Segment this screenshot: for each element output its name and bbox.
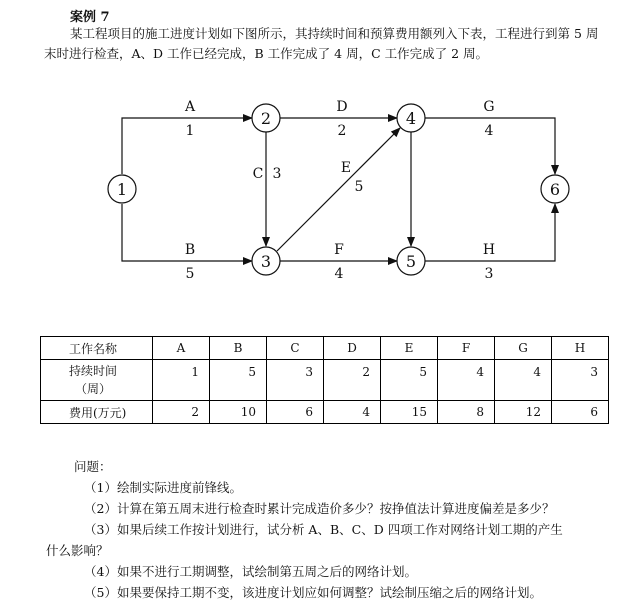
activity-label-b: B — [184, 242, 196, 258]
duration-cell: 4 — [495, 360, 552, 401]
row-label-duration — [41, 360, 153, 401]
question-3: （3）如果后续工作按计划进行，试分析 A、B、C、D 四项工作对网络计划工期的产生 — [84, 522, 563, 537]
activity-label-h: H — [482, 242, 496, 258]
table-header-row — [41, 337, 609, 360]
duration-unit: （周） — [75, 382, 112, 396]
case-title: 案例 7 — [70, 10, 110, 25]
node-1 — [108, 175, 136, 203]
activity-duration-g: 4 — [484, 123, 494, 139]
cost-cell: 8 — [438, 401, 495, 424]
node-5 — [397, 247, 425, 275]
questions-section — [46, 456, 606, 603]
svg-text:5: 5 — [405, 252, 417, 271]
duration-cell: 2 — [324, 360, 381, 401]
activity-duration-h: 3 — [484, 266, 494, 282]
duration-label: 持续时间 — [69, 364, 118, 378]
header-cell: D — [324, 337, 381, 360]
header-cell: F — [438, 337, 495, 360]
header-cell: B — [210, 337, 267, 360]
question-4: （4）如果不进行工期调整，试绘制第五周之后的网络计划。 — [84, 564, 417, 579]
activity-label-f: F — [334, 242, 344, 258]
cost-cell: 6 — [552, 401, 609, 424]
duration-cell: 5 — [381, 360, 438, 401]
activity-duration-c: 3 — [272, 166, 282, 182]
activity-label-g: G — [483, 99, 495, 115]
questions-heading: 问题： — [74, 459, 112, 474]
header-cell: G — [495, 337, 552, 360]
table-row-cost — [41, 401, 609, 424]
cost-cell: 10 — [210, 401, 267, 424]
duration-cell: 3 — [267, 360, 324, 401]
node-3 — [252, 247, 280, 275]
cost-cell: 2 — [153, 401, 210, 424]
question-3-continued: 什么影响？ — [46, 543, 109, 558]
row-label-cost: 费用(万元) — [41, 401, 153, 424]
svg-text:2: 2 — [260, 109, 272, 128]
node-2 — [252, 104, 280, 132]
network-diagram — [0, 80, 630, 290]
activity-label-e: E — [340, 160, 352, 176]
svg-text:1: 1 — [116, 180, 128, 199]
duration-cell: 4 — [438, 360, 495, 401]
node-6 — [541, 175, 569, 203]
question-5: （5）如果要保持工期不变，该进度计划应如何调整？试绘制压缩之后的网络计划。 — [84, 585, 542, 600]
header-cell: A — [153, 337, 210, 360]
activity-label-a: A — [184, 99, 196, 115]
duration-cell: 5 — [210, 360, 267, 401]
node-4 — [397, 104, 425, 132]
activity-label-d: D — [336, 99, 348, 115]
svg-text:6: 6 — [549, 180, 561, 199]
cost-cell: 12 — [495, 401, 552, 424]
activity-arrow-e — [277, 128, 400, 251]
header-work-name: 工作名称 — [41, 337, 153, 360]
case-description: 某工程项目的施工进度计划如下图所示，其持续时间和预算费用额列入下表，工程进行到第 5 周末时进行检查，A、D 工作已经完成，B 工作完成了 4 周，C 工作完成了 2 周。 — [44, 26, 599, 61]
activity-label-c: C — [252, 166, 264, 182]
header-cell: E — [381, 337, 438, 360]
work-table — [40, 336, 609, 424]
activity-duration-e: 5 — [354, 179, 364, 195]
activity-duration-a: 1 — [185, 123, 195, 139]
question-2: （2）计算在第五周末进行检查时累计完成造价多少？按挣值法计算进度偏差是多少？ — [84, 501, 555, 516]
table-row-duration — [41, 360, 609, 401]
duration-cell: 1 — [153, 360, 210, 401]
duration-cell: 3 — [552, 360, 609, 401]
cost-cell: 4 — [324, 401, 381, 424]
cost-cell: 6 — [267, 401, 324, 424]
activity-duration-b: 5 — [185, 266, 195, 282]
header-cell: C — [267, 337, 324, 360]
header-cell: H — [552, 337, 609, 360]
svg-text:4: 4 — [405, 109, 417, 128]
activity-duration-f: 4 — [334, 266, 344, 282]
question-1: （1）绘制实际进度前锋线。 — [84, 480, 242, 495]
cost-cell: 15 — [381, 401, 438, 424]
svg-text:3: 3 — [260, 252, 272, 271]
activity-duration-d: 2 — [337, 123, 347, 139]
